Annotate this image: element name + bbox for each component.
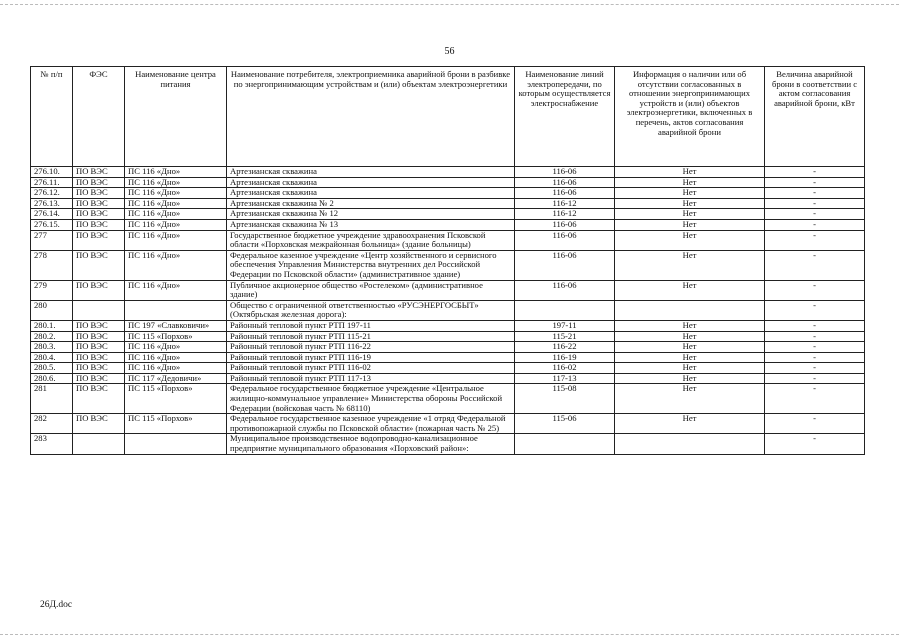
cell-power: - xyxy=(765,352,865,363)
cell-consumer: Артезианская скважина xyxy=(227,188,515,199)
cell-fes: ПО ВЭС xyxy=(73,219,125,230)
table-row xyxy=(31,331,865,342)
cell-line: 116-06 xyxy=(515,219,615,230)
cell-center: ПС 116 «Дно» xyxy=(125,352,227,363)
cell-num: 279 xyxy=(31,280,73,300)
cell-info: Нет xyxy=(615,320,765,331)
cell-power: - xyxy=(765,331,865,342)
cell-fes: ПО ВЭС xyxy=(73,167,125,178)
cell-fes: ПО ВЭС xyxy=(73,177,125,188)
cell-line: 197-11 xyxy=(515,320,615,331)
cell-power: - xyxy=(765,219,865,230)
cell-power: - xyxy=(765,414,865,434)
cell-info: Нет xyxy=(615,177,765,188)
scan-edge-bottom xyxy=(0,634,899,635)
header-center: Наименование центра питания xyxy=(125,67,227,167)
cell-fes: ПО ВЭС xyxy=(73,198,125,209)
cell-power: - xyxy=(765,300,865,320)
table-row xyxy=(31,280,865,300)
header-num: № п/п xyxy=(31,67,73,167)
cell-num: 283 xyxy=(31,434,73,454)
cell-num: 278 xyxy=(31,250,73,280)
cell-line: 116-06 xyxy=(515,177,615,188)
cell-consumer: Районный тепловой пункт РТП 117-13 xyxy=(227,373,515,384)
cell-line: 116-06 xyxy=(515,250,615,280)
cell-fes xyxy=(73,300,125,320)
cell-info: Нет xyxy=(615,331,765,342)
table-row xyxy=(31,363,865,374)
cell-center: ПС 115 «Порхов» xyxy=(125,331,227,342)
cell-consumer: Артезианская скважина № 2 xyxy=(227,198,515,209)
table-row xyxy=(31,250,865,280)
cell-line: 116-06 xyxy=(515,188,615,199)
cell-consumer: Федеральное государственное бюджетное учреждение «Центральное жилищно-коммунальное управление» Министерства обороны Российской Федерации (войсковая часть № 68110) xyxy=(227,384,515,414)
cell-num: 280.4. xyxy=(31,352,73,363)
cell-center: ПС 116 «Дно» xyxy=(125,167,227,178)
cell-power: - xyxy=(765,342,865,353)
cell-center: ПС 116 «Дно» xyxy=(125,177,227,188)
cell-info: Нет xyxy=(615,209,765,220)
cell-power: - xyxy=(765,280,865,300)
table-row xyxy=(31,320,865,331)
cell-power: - xyxy=(765,320,865,331)
cell-info: Нет xyxy=(615,363,765,374)
cell-fes: ПО ВЭС xyxy=(73,331,125,342)
cell-consumer: Районный тепловой пункт РТП 116-22 xyxy=(227,342,515,353)
cell-center: ПС 116 «Дно» xyxy=(125,280,227,300)
cell-info: Нет xyxy=(615,219,765,230)
cell-fes: ПО ВЭС xyxy=(73,342,125,353)
cell-power: - xyxy=(765,177,865,188)
header-power: Величина аварийной брони в соответствии с актом согласования аварийной брони, кВт xyxy=(765,67,865,167)
cell-center xyxy=(125,434,227,454)
cell-consumer: Артезианская скважина № 12 xyxy=(227,209,515,220)
cell-line: 115-08 xyxy=(515,384,615,414)
cell-power: - xyxy=(765,167,865,178)
cell-info: Нет xyxy=(615,352,765,363)
cell-consumer: Общество с ограниченной ответственностью «РУСЭНЕРГОСБЫТ» (Октябрьская железная дорога): xyxy=(227,300,515,320)
cell-power: - xyxy=(765,384,865,414)
page-number: 56 xyxy=(444,46,455,57)
cell-consumer: Федеральное государственное казенное учреждение «1 отряд Федеральной противопожарной службы по Псковской области» (пожарная часть № 25) xyxy=(227,414,515,434)
cell-line: 117-13 xyxy=(515,373,615,384)
cell-num: 280.3. xyxy=(31,342,73,353)
cell-power: - xyxy=(765,250,865,280)
cell-consumer: Районный тепловой пункт РТП 197-11 xyxy=(227,320,515,331)
cell-consumer: Артезианская скважина xyxy=(227,177,515,188)
footer-filename: 26Д.doc xyxy=(40,600,73,610)
cell-num: 276.10. xyxy=(31,167,73,178)
table-row xyxy=(31,209,865,220)
cell-info: Нет xyxy=(615,250,765,280)
cell-line: 115-06 xyxy=(515,414,615,434)
table-row xyxy=(31,352,865,363)
cell-num: 280 xyxy=(31,300,73,320)
cell-fes: ПО ВЭС xyxy=(73,188,125,199)
cell-num: 276.12. xyxy=(31,188,73,199)
cell-line: 116-12 xyxy=(515,209,615,220)
table-row xyxy=(31,414,865,434)
cell-center: ПС 116 «Дно» xyxy=(125,230,227,250)
table-row xyxy=(31,384,865,414)
cell-center: ПС 116 «Дно» xyxy=(125,219,227,230)
cell-line: 116-19 xyxy=(515,352,615,363)
cell-info: Нет xyxy=(615,373,765,384)
cell-num: 276.14. xyxy=(31,209,73,220)
cell-fes xyxy=(73,434,125,454)
cell-num: 276.15. xyxy=(31,219,73,230)
cell-num: 280.5. xyxy=(31,363,73,374)
cell-consumer: Артезианская скважина № 13 xyxy=(227,219,515,230)
header-info: Информация о наличии или об отсутствии согласованных в отношении энергопринимающих устройств и (или) объектов электроэнергетики, включенных в перечень, актов согласования аварийной брони xyxy=(615,67,765,167)
cell-line: 116-02 xyxy=(515,363,615,374)
cell-consumer: Районный тепловой пункт РТП 116-19 xyxy=(227,352,515,363)
cell-center: ПС 115 «Порхов» xyxy=(125,414,227,434)
cell-line xyxy=(515,300,615,320)
cell-info: Нет xyxy=(615,384,765,414)
cell-center: ПС 116 «Дно» xyxy=(125,250,227,280)
table-row xyxy=(31,219,865,230)
cell-center: ПС 197 «Славковичи» xyxy=(125,320,227,331)
cell-fes: ПО ВЭС xyxy=(73,352,125,363)
cell-consumer: Районный тепловой пункт РТП 115-21 xyxy=(227,331,515,342)
cell-info xyxy=(615,300,765,320)
cell-fes: ПО ВЭС xyxy=(73,209,125,220)
cell-power: - xyxy=(765,373,865,384)
cell-num: 280.2. xyxy=(31,331,73,342)
table-header-row xyxy=(31,67,865,167)
reserve-table xyxy=(30,66,865,455)
cell-consumer: Публичное акционерное общество «Ростелеком» (административное здание) xyxy=(227,280,515,300)
header-line: Наименование линий электропередачи, по которым осуществляется электроснабжение xyxy=(515,67,615,167)
cell-consumer: Государственное бюджетное учреждение здравоохранения Псковской области «Порховская межрайонная больница» (здание больницы) xyxy=(227,230,515,250)
cell-fes: ПО ВЭС xyxy=(73,230,125,250)
table-row xyxy=(31,167,865,178)
cell-num: 276.13. xyxy=(31,198,73,209)
cell-info xyxy=(615,434,765,454)
scan-edge-top xyxy=(0,4,899,5)
cell-center: ПС 115 «Порхов» xyxy=(125,384,227,414)
cell-power: - xyxy=(765,188,865,199)
cell-line: 115-21 xyxy=(515,331,615,342)
cell-num: 276.11. xyxy=(31,177,73,188)
cell-num: 277 xyxy=(31,230,73,250)
cell-consumer: Федеральное казенное учреждение «Центр хозяйственного и сервисного обеспечения Управления Министерства внутренних дел Российской Федерации по Псковской области» (административное здание) xyxy=(227,250,515,280)
cell-fes: ПО ВЭС xyxy=(73,363,125,374)
table-row xyxy=(31,300,865,320)
cell-line xyxy=(515,434,615,454)
cell-center: ПС 116 «Дно» xyxy=(125,363,227,374)
cell-center: ПС 116 «Дно» xyxy=(125,209,227,220)
cell-num: 281 xyxy=(31,384,73,414)
cell-line: 116-06 xyxy=(515,167,615,178)
cell-consumer: Районный тепловой пункт РТП 116-02 xyxy=(227,363,515,374)
cell-info: Нет xyxy=(615,280,765,300)
cell-num: 282 xyxy=(31,414,73,434)
cell-power: - xyxy=(765,434,865,454)
table-row xyxy=(31,230,865,250)
cell-line: 116-06 xyxy=(515,280,615,300)
cell-center: ПС 117 «Дедовичи» xyxy=(125,373,227,384)
table-row xyxy=(31,373,865,384)
cell-consumer: Артезианская скважина xyxy=(227,167,515,178)
cell-center xyxy=(125,300,227,320)
table-row xyxy=(31,434,865,454)
cell-info: Нет xyxy=(615,342,765,353)
cell-fes: ПО ВЭС xyxy=(73,384,125,414)
header-fes: ФЭС xyxy=(73,67,125,167)
cell-line: 116-22 xyxy=(515,342,615,353)
cell-info: Нет xyxy=(615,188,765,199)
cell-center: ПС 116 «Дно» xyxy=(125,188,227,199)
cell-center: ПС 116 «Дно» xyxy=(125,342,227,353)
cell-power: - xyxy=(765,209,865,220)
table-row xyxy=(31,188,865,199)
cell-info: Нет xyxy=(615,414,765,434)
table-row xyxy=(31,342,865,353)
cell-info: Нет xyxy=(615,167,765,178)
cell-fes: ПО ВЭС xyxy=(73,373,125,384)
cell-fes: ПО ВЭС xyxy=(73,280,125,300)
table-row xyxy=(31,198,865,209)
cell-center: ПС 116 «Дно» xyxy=(125,198,227,209)
cell-fes: ПО ВЭС xyxy=(73,320,125,331)
cell-line: 116-06 xyxy=(515,230,615,250)
cell-consumer: Муниципальное производственное водопроводно-канализационное предприятие муниципального образования «Порховский район»: xyxy=(227,434,515,454)
header-consumer: Наименование потребителя, электроприемника аварийной брони в разбивке по энергопринимающим устройствам и (или) объектам электроэнергетики xyxy=(227,67,515,167)
cell-info: Нет xyxy=(615,198,765,209)
cell-num: 280.1. xyxy=(31,320,73,331)
table-row xyxy=(31,177,865,188)
cell-num: 280.6. xyxy=(31,373,73,384)
cell-info: Нет xyxy=(615,230,765,250)
cell-power: - xyxy=(765,230,865,250)
cell-power: - xyxy=(765,363,865,374)
cell-fes: ПО ВЭС xyxy=(73,250,125,280)
cell-line: 116-12 xyxy=(515,198,615,209)
cell-power: - xyxy=(765,198,865,209)
cell-fes: ПО ВЭС xyxy=(73,414,125,434)
